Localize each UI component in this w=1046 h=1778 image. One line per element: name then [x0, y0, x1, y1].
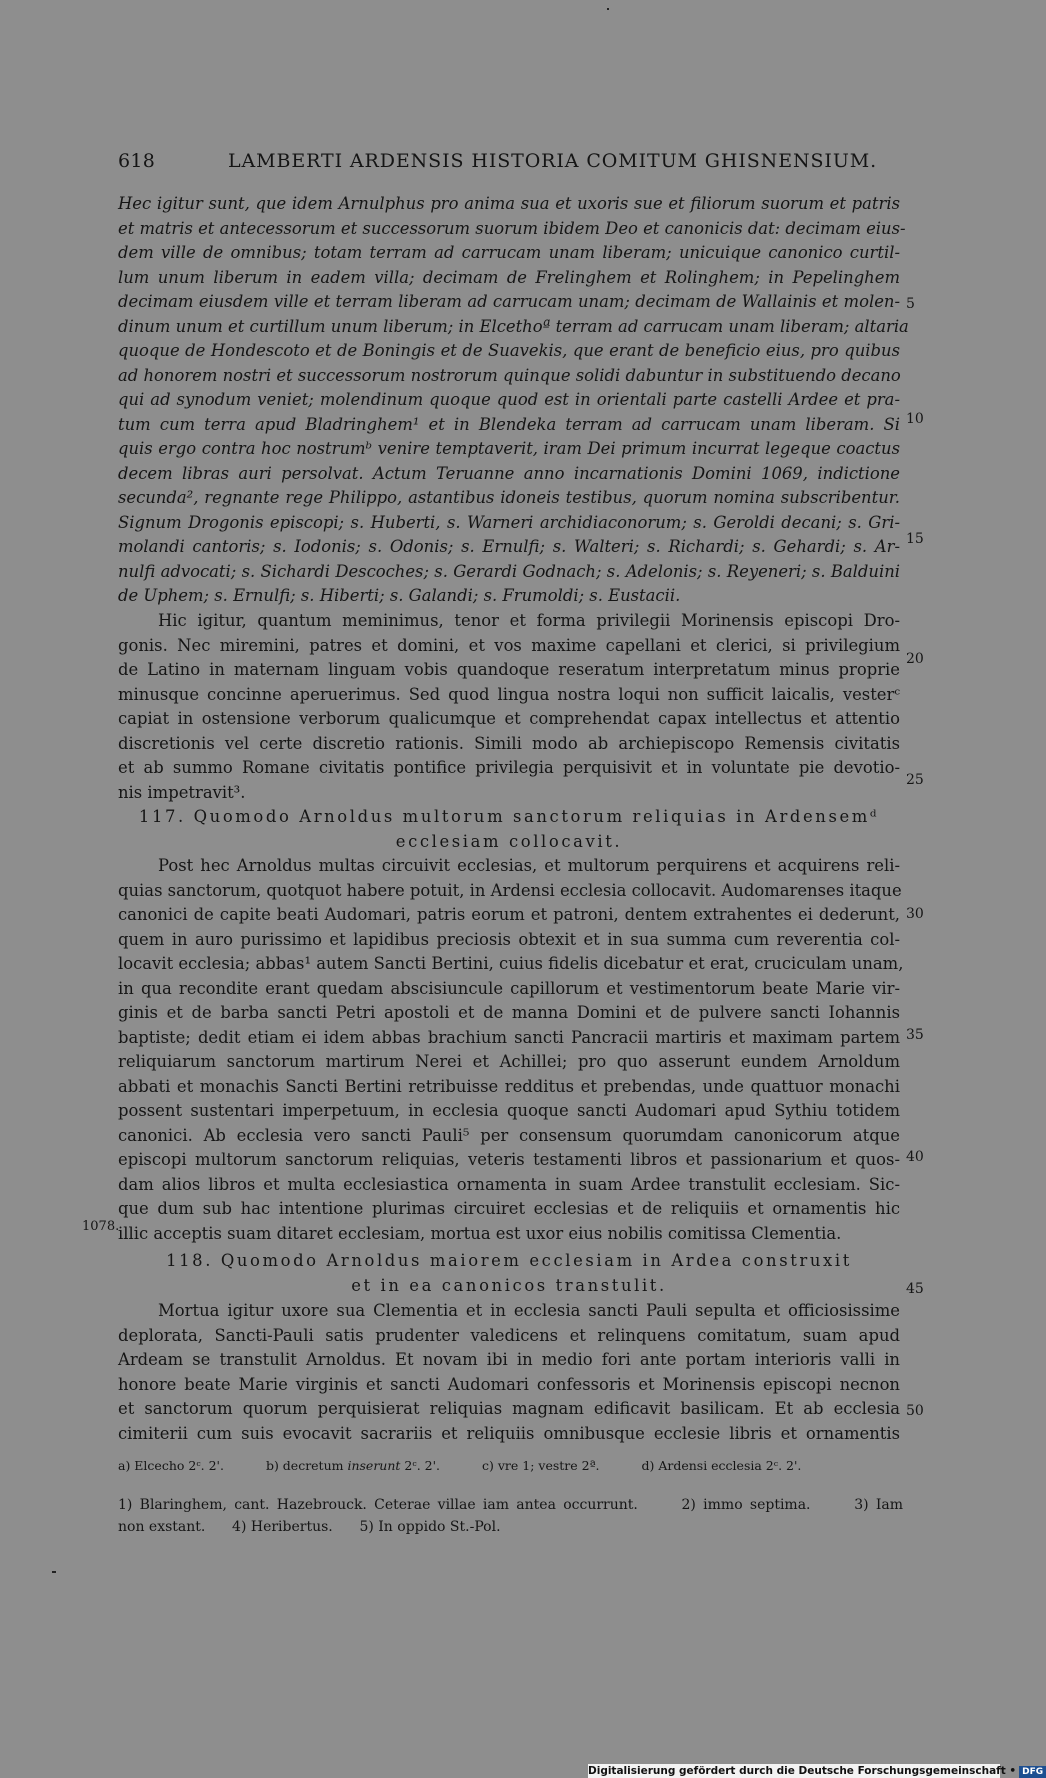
text-line: honore beate Marie virginis et sancti Audomari confessoris et Morinensis episcopi necnon — [118, 1374, 900, 1394]
chapter-heading-line: et in ea canonicos transtulit. — [351, 1275, 667, 1295]
text-line: dinum unum et curtillum unum liberum; in Elcethoª terram ad carrucam unam liberam; altaria — [118, 316, 909, 336]
text-line: Post hec Arnoldus multas circuivit ecclesias, et multorum perquirens et acquirens reli- — [158, 856, 900, 875]
text-line: lum unum liberum in eadem villa; decimam de Frelinghem et Rolinghem; in Pepelinghem — [118, 267, 900, 287]
footnote-b: b) decretum inserunt 2ᶜ. 2'. — [265, 1458, 441, 1473]
line-number: 5 — [906, 296, 915, 312]
chapter-118-body — [118, 1299, 900, 1446]
chapter-118-heading — [118, 1249, 900, 1298]
chapter-117-heading — [118, 805, 900, 854]
footnotes-variants — [118, 1458, 908, 1473]
line-number: 10 — [906, 411, 924, 427]
footnote-c: c) vre 1; vestre 2ª. — [481, 1458, 600, 1473]
text-line: deplorata, Sancti-Pauli satis prudenter valedicens et relinquens comitatum, suam apud — [118, 1325, 900, 1345]
text-line: ginis et de barba sancti Petri apostoli et de manna Domini et de pulvere sancti Iohannis — [118, 1003, 900, 1022]
text-line: et sanctorum quorum perquisierat reliquias magnam edificavit basilicam. Et ab ecclesia — [118, 1399, 900, 1418]
footnote-line: 1) Blaringhem, cant. Hazebrouck. Ceterae villae iam antea occurrunt. 2) immo septima. 3) Iam — [118, 1497, 903, 1513]
text-line: ad honorem nostri et successorum nostrorum quinque solidi dabuntur in substituendo decano — [118, 365, 901, 385]
margin-year: 1078. — [82, 1219, 120, 1234]
line-number: 35 — [906, 1027, 924, 1043]
chapter-heading-line: 118. Quomodo Arnoldus maiorem ecclesiam in Ardea construxit — [166, 1251, 852, 1270]
line-number: 50 — [906, 1403, 924, 1419]
charter-text — [118, 192, 909, 609]
funding-footer — [588, 1764, 1044, 1778]
text-line: cimiterii cum suis evocavit sacrariis et reliquiis omnibusque ecclesie libris et ornamentis — [118, 1423, 900, 1443]
text-line: de Latino in maternam linguam vobis quandoque reseratum interpretatum minus proprie — [118, 660, 900, 679]
text-line: et ab summo Romane civitatis pontifice privilegia perquisivit et in voluntate pie devotio- — [118, 758, 900, 777]
text-line: quoque de Hondescoto et de Boningis et de Suavekis, que erant de beneficio eius, pro quibus — [118, 341, 900, 360]
text-line: gonis. Nec miremini, patres et domini, et vos maxime capellani et clerici, si privilegium — [118, 635, 900, 655]
chapter-heading-line: ecclesiam collocavit. — [395, 831, 623, 851]
text-line: Signum Drogonis episcopi; s. Huberti, s. Warneri archidiaconorum; s. Geroldi decani; s. Gri- — [118, 512, 900, 532]
text-line: dam alios libros et multa ecclesiastica ornamenta in suam Ardee transtulit ecclesiam. Sic- — [118, 1174, 900, 1194]
text-line: nulfi advocati; s. Sichardi Descoches; s. Gerardi Godnach; s. Adelonis; s. Reyeneri; s. Balduini — [118, 561, 900, 581]
text-line: canonici. Ab ecclesia vero sancti Pauli⁵ per consensum quorumdam canonicorum atque — [118, 1125, 900, 1145]
text-line: qui ad synodum veniet; molendinum quoque quod est in orientali parte castelli Ardee et pra- — [118, 390, 900, 409]
running-title: LAMBERTI ARDENSIS HISTORIA COMITUM GHISNENSIUM. — [228, 150, 878, 172]
funding-text: Digitalisierung gefördert durch die Deutsche Forschungsgemeinschaft • — [588, 1765, 1017, 1777]
text-line: canonici de capite beati Audomari, patris eorum et patroni, dentem extrahentes ei dederunt, — [118, 905, 900, 924]
text-line: quem in auro purissimo et lapidibus preciosis obtexit et in sua summa cum reverentia col- — [118, 929, 900, 949]
page-header — [118, 150, 898, 180]
text-line: Mortua igitur uxore sua Clementia et in ecclesia sancti Pauli sepulta et officiosissime — [158, 1301, 900, 1320]
text-line: decimam eiusdem ville et terram liberam ad carrucam unam; decimam de Wallainis et molen- — [118, 292, 900, 311]
line-number: 30 — [906, 906, 924, 922]
text-line: quis ergo contra hoc nostrumᵇ venire temptaverit, iram Dei primum incurrat legeque coactus — [118, 439, 900, 458]
text-line: Ardeam se transtulit Arnoldus. Et novam ibi in medio fori ante portam interioris valli in — [118, 1350, 900, 1369]
text-line: reliquiarum sanctorum martirum Nerei et Achillei; pro quo asserunt eundem Arnoldum — [118, 1052, 900, 1071]
text-line: tum cum terra apud Bladringhem¹ et in Blendeka terram ad carrucam unam liberam. Si — [118, 414, 900, 434]
text-line: discretionis vel certe discretio rationis. Simili modo ab archiepiscopo Remensis civitatis — [118, 733, 900, 753]
text-line: episcopi multorum sanctorum reliquias, veteris testamenti libros et passionarium et quos- — [118, 1150, 900, 1169]
line-number: 20 — [906, 651, 924, 667]
dfg-logo: DFG — [1019, 1766, 1046, 1778]
chapter-heading-line: 117. Quomodo Arnoldus multorum sanctorum reliquias in Ardensemᵈ — [138, 807, 880, 826]
scan-artifact — [607, 8, 609, 10]
footnote-line: non exstant. 4) Heribertus. 5) In oppido St.-Pol. — [118, 1519, 501, 1535]
footnote-a: a) Elcecho 2ᶜ. 2'. — [118, 1458, 224, 1473]
text-line: dem ville de omnibus; totam terram ad carrucam unam liberam; unicuique canonico curtil- — [118, 243, 900, 262]
line-number: 40 — [906, 1149, 924, 1165]
paragraph-privilege — [118, 609, 900, 805]
text-line: secunda², regnante rege Philippo, astantibus idoneis testibus, quorum nomina subscribentur. — [118, 488, 900, 507]
text-line: minusque concinne aperuerimus. Sed quod lingua nostra loqui non sufficit laicalis, vesterᶜ — [118, 684, 900, 704]
text-line: capiat in ostensione verborum qualicumque et comprehendat capax intellectus et attentio — [118, 709, 900, 728]
text-line: quias sanctorum, quotquot habere potuit, in Ardensi ecclesia collocavit. Audomarenses itaque — [118, 880, 902, 900]
text-line: Hec igitur sunt, que idem Arnulphus pro anima sua et uxoris sue et filiorum suorum et patris — [118, 194, 900, 213]
line-number: 45 — [906, 1281, 924, 1297]
text-line: molandi cantoris; s. Iodonis; s. Odonis; s. Ernulfi; s. Walteri; s. Richardi; s. Gehardi; s. Ar- — [118, 537, 900, 556]
text-line: in qua recondite erant quedam abscisiuncule capillorum et vestimentorum beate Marie vir- — [118, 978, 900, 998]
text-line: decem libras auri persolvat. Actum Teruanne anno incarnationis Domini 1069, indictione — [118, 463, 900, 483]
scan-artifact — [52, 1571, 56, 1573]
text-line: illic acceptis suam ditaret ecclesiam, mortua est uxor eius nobilis comitissa Clementia. — [118, 1223, 842, 1243]
footnote-d: d) Ardensi ecclesia 2ᶜ. 2'. — [641, 1458, 802, 1473]
text-line: de Uphem; s. Ernulfi; s. Hiberti; s. Galandi; s. Frumoldi; s. Eustacii. — [118, 586, 681, 605]
text-line: abbati et monachis Sancti Bertini retribuisse redditus et prebendas, unde quattuor monachi — [118, 1076, 900, 1096]
page-number: 618 — [118, 150, 156, 172]
chapter-117-body — [118, 854, 904, 1246]
line-number: 25 — [906, 772, 924, 788]
text-line: locavit ecclesia; abbas¹ autem Sancti Bertini, cuius fidelis dicebatur et erat, cruciculam unam, — [118, 954, 904, 973]
text-line: nis impetravit³. — [118, 782, 246, 802]
line-number: 15 — [906, 531, 924, 547]
text-line: Hic igitur, quantum meminimus, tenor et forma privilegii Morinensis episcopi Dro- — [158, 611, 900, 630]
footnotes-notes — [118, 1494, 903, 1538]
text-line: possent sustentari imperpetuum, in ecclesia quoque sancti Audomari apud Sythiu totidem — [118, 1101, 900, 1120]
text-line: baptiste; dedit etiam ei idem abbas brachium sancti Pancracii martiris et maximam partem — [118, 1027, 900, 1047]
text-line: que dum sub hac intentione plurimas circuiret ecclesias et de reliquiis et ornamentis hic — [118, 1199, 900, 1218]
text-line: et matris et antecessorum et successorum suorum ibidem Deo et canonicis dat: decimam eius- — [118, 218, 906, 238]
